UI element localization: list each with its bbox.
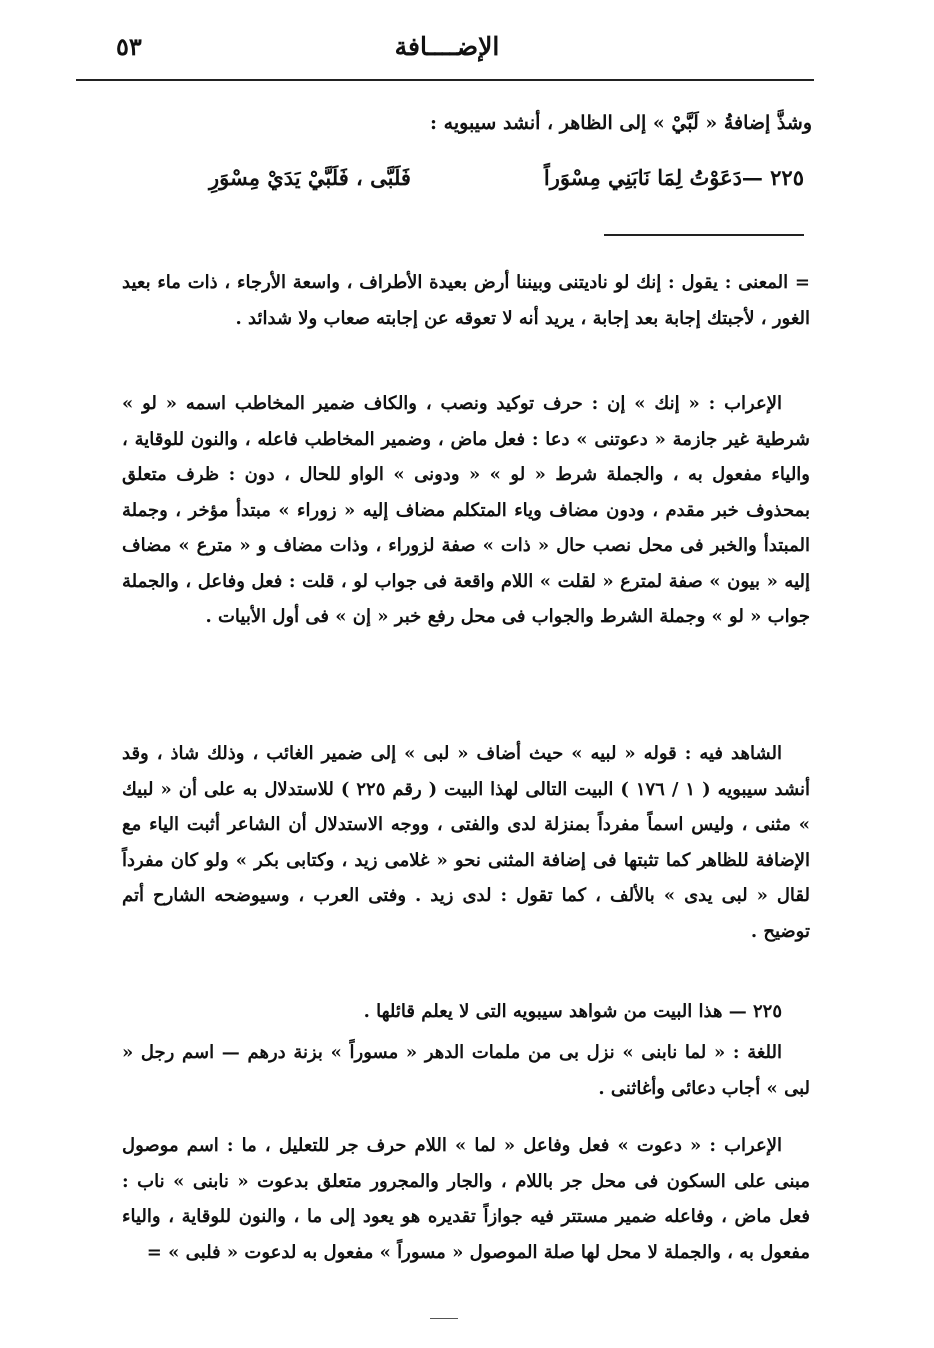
verse-first-hemistich: دَعَوْتُ لِمَا نَابَنِي مِسْوَراً — [543, 165, 742, 190]
footnote-verse-note — [122, 994, 810, 1030]
verse-number: ٢٢٥ — — [741, 165, 804, 190]
bottom-mark — [430, 1318, 458, 1319]
footnote-irab-2-text: الإعراب : « دعوت » فعل وفاعل « لما » اللام حرف جر للتعليل ، ما : اسم موصول مبنى على السكون فى محل جر باللام ، والجار والمجرور متعلق بدعوت « نابنى » ناب : فعل ماض ، وفاعله ضمير مستتر فيه جوازاً تقديره هو يعود إلى ما ، والنون للوقاية ، والياء مفعول به ، والجملة لا محل لها صلة الموصول « مسوراً » مفعول به لدعوت « فلبى » = — [122, 1135, 810, 1263]
footnote-meaning-text: = المعنى : يقول : إنك لو ناديتنى وبيننا أرض بعيدة الأطراف ، واسعة الأرجاء ، ذات ماء بعيد الغور ، لأجبتك إجابة بعد إجابة ، يريد أنه لا تعوقه عن إجابته صعاب ولا شدائد . — [122, 272, 810, 329]
footnote-irab-1 — [122, 386, 810, 635]
page-number: ٥٣ — [116, 32, 142, 61]
intro-line: وشذَّ إضافةُ « لَبَّيْ » إلى الظاهر ، أنشد سيبويه : — [430, 112, 812, 134]
footnote-lugha — [122, 1035, 810, 1106]
footnote-shahid — [122, 736, 810, 949]
footnote-irab-1-text: الإعراب : « إنك » إن : حرف توكيد ونصب ، والكاف ضمير المخاطب اسمه « لو » شرطية غير جازمة « دعوتنى » دعا : فعل ماض ، وضمير المخاطب فاعله ، والنون للوقاية ، والياء مفعول به ، والجملة شرط « لو » « ودونى » الواو للحال ، دون : ظرف متعلق بمحذوف خبر مقدم ، ودون مضاف وياء المتكلم مضاف إليه « زوراء » مبتدأ مؤخر ، وجملة المبتدأ والخبر فى محل نصب حال « ذات » صفة لزوراء ، وذات مضاف و « مترع » مضاف إليه « بيون » صفة لمترع « لقلت » اللام واقعة فى جواب لو ، قلت : فعل وفاعل ، والجملة جواب « لو » وجملة الشرط والجواب فى محل رفع خبر « إن » فى أول الأبيات . — [122, 393, 810, 627]
footnote-separator — [604, 234, 804, 236]
footnote-meaning — [122, 265, 810, 336]
running-title: الإضــــافة — [394, 32, 500, 61]
poetry-verse — [114, 165, 804, 205]
footnote-shahid-text: الشاهد فيه : قوله « لبيه » حيث أضاف « لبى » إلى ضمير الغائب ، وذلك شاذ ، وقد أنشد سيبويه ( ١ / ١٧٦ ) البيت التالى لهذا البيت ( رقم ٢٢٥ ) للاستدلال به على أن « لبيك » مثنى ، وليس اسماً مفرداً بمنزلة لدى والفتى ، ووجه الاستدلال أن الشاعر أثبت الياء مع الإضافة للظاهر كما تثبتها فى إضافة المثنى نحو « غلامى زيد ، وكتابى بكر » ولو كان مفرداً لقال « لبى يدى » بالألف ، كما تقول : لدى زيد . وفتى العرب ، وسيوضحه الشارح أتم توضيح . — [122, 743, 811, 942]
page-header — [82, 28, 812, 76]
footnote-verse-note-text: ٢٢٥ — هذا البيت من شواهد سيبويه التى لا يعلم قائلها . — [363, 1001, 782, 1022]
footnote-lugha-text: اللغة : « لما نابنى » نزل بى من ملمات الدهر « مسوراً » بزنة درهم — اسم رجل « لبى » أجاب دعائى وأغاثنى . — [122, 1042, 810, 1099]
verse-second-hemistich: فَلَبَّى ، فَلَبَّيْ يَدَيْ مِسْوَرِ — [209, 165, 411, 190]
footnote-irab-2 — [122, 1128, 810, 1270]
header-rule — [76, 79, 814, 81]
